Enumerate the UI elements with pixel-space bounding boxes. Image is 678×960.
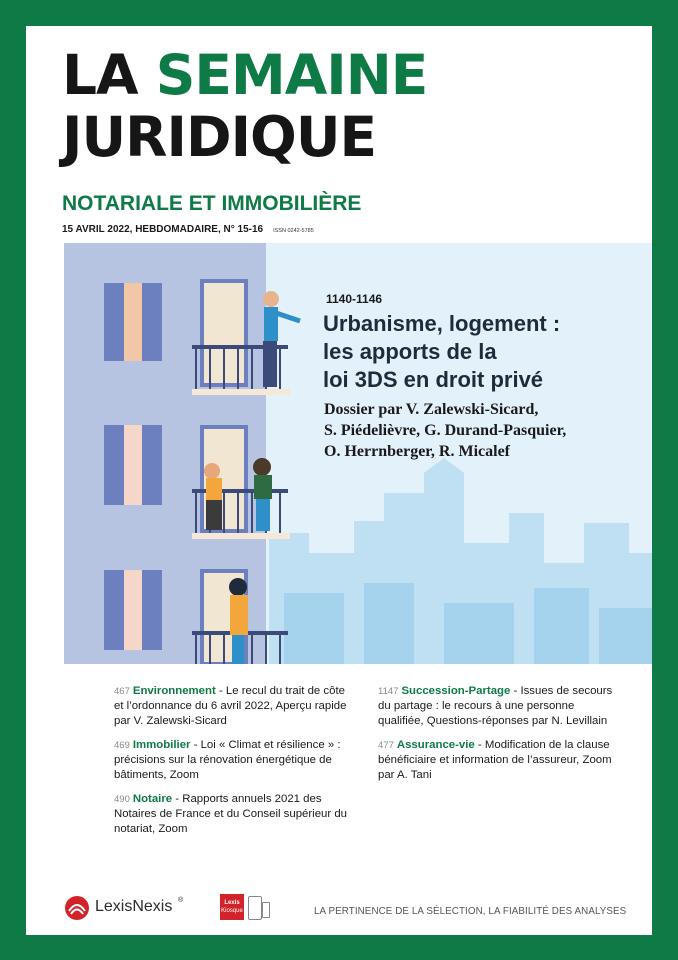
lexis-kiosque-badge: Lexis Kiosque bbox=[220, 894, 244, 920]
summary-item-succession: 1147 Succession-Partage - Issues de secours du partage : le recours à une personne qualifiée, Questions-réponses par N. Levillain bbox=[378, 685, 613, 727]
lexisnexis-emblem-icon bbox=[64, 895, 90, 921]
feature-title: Urbanisme, logement : les apports de la loi 3DS en droit privé bbox=[323, 311, 561, 392]
lexisnexis-logo: LexisNexis ® bbox=[64, 895, 90, 926]
tablet-icon bbox=[248, 896, 262, 920]
feature-authors: Dossier par V. Zalewski-Sicard, S. Piédelièvre, G. Durand-Pasquier, O. Herrnberger, R. Micalef bbox=[324, 401, 567, 460]
feature-code: 1140-1146 bbox=[326, 292, 383, 306]
lexis-kiosque-logo[interactable] bbox=[220, 894, 268, 922]
masthead-line-2: JURIDIQUE bbox=[62, 105, 377, 169]
summary-item-assurance-vie: 477 Assurance-vie - Modification de la clause bénéficiaire et information de l’assureur, Zoom par A. Tani bbox=[378, 739, 612, 781]
tagline: LA PERTINENCE DE LA SÉLECTION, LA FIABILITÉ DES ANALYSES bbox=[314, 906, 627, 917]
lexisnexis-brand-text: LexisNexis bbox=[95, 898, 173, 915]
issue-info: 15 AVRIL 2022, HEBDOMADAIRE, N° 15-16 ISSN 0242-5785 bbox=[62, 224, 314, 235]
magazine-cover bbox=[26, 26, 652, 935]
summary-item-notaire: 490 Notaire - Rapports annuels 2021 des Notaires de France et du Conseil supérieur du notariat, Zoom bbox=[114, 793, 348, 835]
masthead-line-1: LA SEMAINE bbox=[62, 43, 428, 107]
issn-number: ISSN 0242-5785 bbox=[273, 228, 314, 234]
phone-icon bbox=[262, 902, 270, 918]
summary-item-immobilier: 469 Immobilier - Loi « Climat et résilience » : précisions sur la rénovation énergétique de bâtiments, Zoom bbox=[114, 739, 341, 781]
summary-item-environnement: 467 Environnement - Le recul du trait de côte et l’ordonnance du 6 avril 2022, Aperçu rapide par V. Zalewski-Sicard bbox=[114, 685, 347, 727]
edition-subtitle: NOTARIALE ET IMMOBILIÈRE bbox=[62, 192, 362, 215]
